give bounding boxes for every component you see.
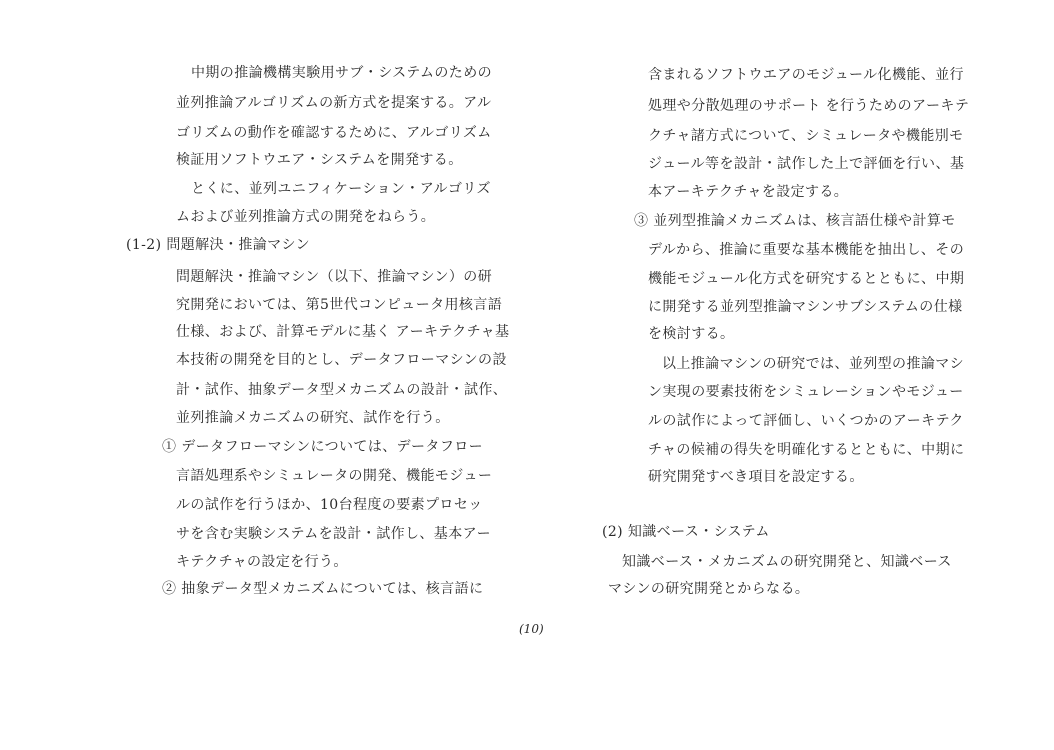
numbered-item: ② 抽象データ型メカニズムについては、核言語に — [162, 581, 484, 597]
numbered-item: ① データフローマシンについては、データフロー — [162, 439, 484, 455]
text-line: ルの試作によって評価し、いくつかのアーキテク — [648, 413, 964, 429]
section-heading: (1-2) 問題解決・推論マシン — [126, 237, 310, 253]
page-number: (10) — [519, 622, 544, 636]
text-line: 検証用ソフトウエア・システムを開発する。 — [176, 152, 463, 168]
text-line: ムおよび並列推論方式の開発をねらう。 — [176, 209, 436, 225]
text-line: 含まれるソフトウエアのモジュール化機能、並行 — [648, 67, 964, 83]
text-line: 本技術の開発を目的とし、データフローマシンの設 — [176, 352, 507, 368]
text-line: 計・試作、抽象データ型メカニズムの設計・試作、 — [176, 382, 508, 398]
text-line: 処理や分散処理のサポート を行うためのアーキテ — [648, 98, 970, 114]
text-line: クチャ諸方式について、シミュレータや機能別モ — [648, 128, 964, 144]
section-heading: (2) 知識ベース・システム — [602, 524, 770, 540]
text-line: 中期の推論機構実験用サブ・システムのための — [191, 65, 492, 81]
text-line: チャの候補の得失を明確化するとともに、中期に — [648, 442, 965, 458]
numbered-item: ③ 並列型推論メカニズムは、核言語仕様や計算モ — [634, 213, 956, 229]
text-line: ン実現の要素技術をシミュレーションやモジュー — [648, 384, 964, 400]
text-line: 以上推論マシンの研究では、並列型の推論マシ — [662, 356, 965, 372]
text-line: 機能モジュール化方式を研究するとともに、中期 — [648, 271, 965, 287]
text-line: ルの試作を行うほか、10台程度の要素プロセッ — [176, 497, 483, 513]
text-line: 言語処理系やシミュレータの開発、機能モジュー — [176, 468, 493, 484]
text-line: 仕様、および、計算モデルに基く アーキテクチャ基 — [176, 324, 510, 340]
text-line: 究開発においては、第5世代コンピュータ用核言語 — [176, 297, 503, 313]
text-line: に開発する並列型推論マシンサブシステムの仕様 — [648, 299, 963, 315]
text-line: 並列推論アルゴリズムの新方式を提案する。アル — [176, 95, 492, 111]
text-line: 問題解決・推論マシン（以下、推論マシン）の研 — [176, 269, 493, 285]
text-line: ジュール等を設計・試作した上で評価を行い、基 — [648, 156, 965, 172]
text-line: サを含む実験システムを設計・試作し、基本アー — [176, 526, 491, 542]
text-line: キテクチャの設定を行う。 — [176, 554, 348, 570]
text-line: 並列推論メカニズムの研究、試作を行う。 — [176, 410, 450, 426]
text-line: 研究開発すべき項目を設定する。 — [648, 469, 864, 485]
text-line: ゴリズムの動作を確認するために、アルゴリズム — [176, 125, 492, 141]
text-line: を検討する。 — [648, 326, 735, 342]
text-line: デルから、推論に重要な基本機能を抽出し、その — [648, 242, 965, 258]
text-line: 知識ベース・メカニズムの研究開発と、知識ベース — [622, 554, 952, 570]
text-line: マシンの研究開発とからなる。 — [608, 581, 810, 597]
text-line: とくに、並列ユニフィケーション・アルゴリズ — [191, 181, 491, 197]
text-line: 本アーキテクチャを設定する。 — [648, 184, 849, 200]
